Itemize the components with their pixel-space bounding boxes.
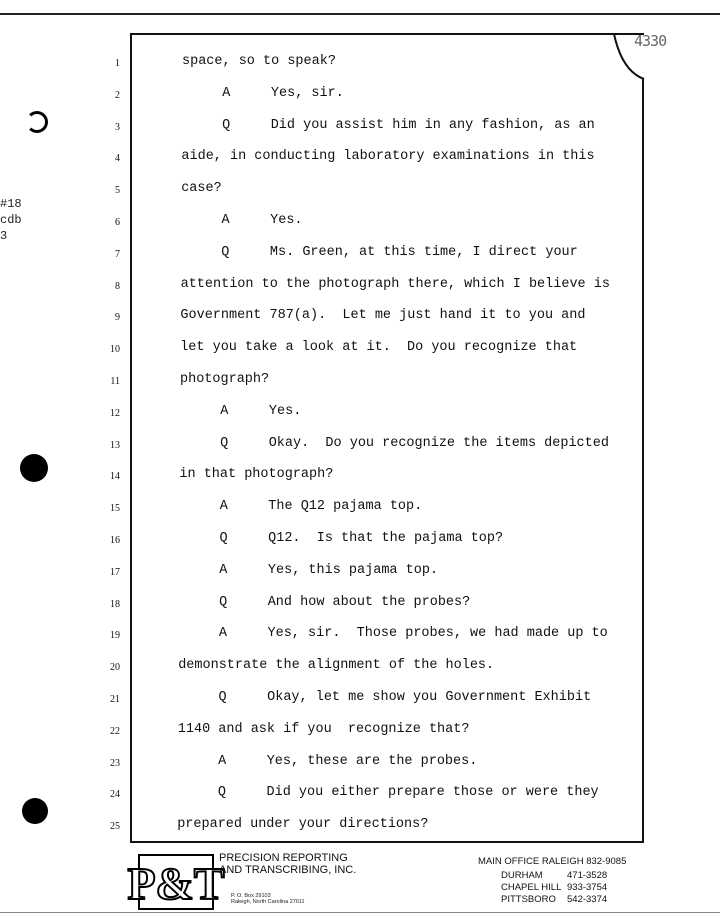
- transcript-line: [0, 306, 720, 330]
- line-text: Q Okay. Do you recognize the items depicted: [179, 435, 609, 451]
- margin-note-3: 3: [0, 229, 8, 243]
- line-number: 4: [115, 153, 120, 165]
- line-text: Q Ms. Green, at this time, I direct your: [180, 244, 578, 260]
- line-text: A The Q12 pajama top.: [179, 499, 423, 515]
- line-text: in that photograph?: [179, 467, 334, 483]
- line-number: 18: [110, 598, 120, 610]
- page-number: 4330: [634, 32, 667, 50]
- transcript-line: [0, 815, 720, 839]
- line-number: 19: [110, 630, 120, 642]
- address-line-1: P. O. Box 29103: [231, 893, 271, 899]
- office-row: [501, 882, 641, 893]
- transcript-line: [0, 338, 720, 362]
- line-text: attention to the photograph there, which I believe is: [180, 276, 610, 292]
- transcript-line: [0, 624, 720, 648]
- line-text: 1140 and ask if you recognize that?: [177, 721, 470, 737]
- line-number: 21: [110, 694, 120, 705]
- line-number: 12: [110, 407, 120, 419]
- line-number: 13: [110, 439, 120, 451]
- transcript-line: [0, 783, 720, 807]
- line-number: 7: [115, 248, 120, 260]
- line-number: 1: [115, 58, 120, 69]
- line-text: Q Did you assist him in any fashion, as an: [181, 117, 595, 133]
- transcript-line: [0, 561, 720, 585]
- logo-text: P&T: [127, 858, 225, 909]
- transcript-line: [0, 720, 720, 744]
- line-number: 5: [115, 185, 120, 197]
- line-text: A Yes.: [181, 213, 303, 228]
- office-phone: 471-3528: [567, 870, 608, 881]
- margin-note-1: #18: [0, 197, 22, 211]
- line-number: 24: [110, 789, 120, 801]
- office-city: CHAPEL HILL: [501, 882, 562, 893]
- line-text: A Yes, this pajama top.: [178, 562, 439, 578]
- transcript-line: [0, 434, 720, 458]
- line-text: A Yes, sir. Those probes, we had made up to: [178, 626, 608, 642]
- transcript-line: [0, 84, 720, 108]
- transcript-line: [0, 275, 720, 299]
- line-text: A Yes, these are the probes.: [177, 753, 478, 769]
- line-number: 9: [115, 312, 120, 324]
- line-number: 2: [115, 89, 120, 101]
- line-text: A Yes, sir.: [181, 85, 344, 101]
- line-number: 20: [110, 662, 120, 674]
- transcript-line: [0, 465, 720, 489]
- office-row: [501, 894, 641, 905]
- office-row: [501, 870, 641, 881]
- line-number: 11: [110, 376, 120, 387]
- line-text: aide, in conducting laboratory examinations in this: [181, 149, 595, 165]
- transcript-line: [0, 402, 720, 426]
- line-text: Q And how about the probes?: [178, 594, 471, 610]
- line-number: 22: [110, 725, 120, 737]
- bottom-rule: [0, 912, 720, 913]
- office-city: PITTSBORO: [501, 894, 556, 905]
- transcript-line: [0, 688, 720, 712]
- line-number: 6: [115, 217, 120, 228]
- line-text: photograph?: [180, 372, 270, 387]
- company-name: [219, 852, 356, 876]
- line-text: let you take a look at it. Do you recognize that: [180, 340, 578, 356]
- line-number: 16: [110, 535, 120, 546]
- line-text: prepared under your directions?: [177, 817, 429, 833]
- line-text: Government 787(a). Let me just hand it to you and: [180, 308, 586, 324]
- company-logo: [127, 853, 225, 911]
- transcript-line: [0, 243, 720, 267]
- transcript-line: [0, 211, 720, 235]
- transcript-line: [0, 370, 720, 394]
- line-number: 3: [115, 121, 120, 133]
- company-address: [231, 893, 305, 905]
- company-line-1: PRECISION REPORTING: [219, 852, 348, 864]
- line-text: case?: [181, 181, 222, 197]
- line-text: space, so to speak?: [182, 54, 336, 69]
- line-text: Q Did you either prepare those or were they: [177, 785, 599, 801]
- transcript-line: [0, 116, 720, 140]
- transcript-line: [0, 529, 720, 553]
- line-number: 10: [110, 344, 120, 356]
- line-text: A Yes.: [179, 403, 302, 419]
- top-rule: [0, 13, 720, 15]
- transcript-line: [0, 147, 720, 171]
- margin-note-2: cdb: [0, 213, 22, 227]
- line-text: demonstrate the alignment of the holes.: [178, 658, 495, 674]
- line-number: 14: [110, 471, 120, 483]
- line-number: 15: [110, 503, 120, 515]
- transcript-line: [0, 593, 720, 617]
- transcript-line: [0, 52, 720, 76]
- address-line-2: Raleigh, North Carolina 27611: [231, 899, 305, 905]
- line-number: 8: [115, 280, 120, 292]
- main-office: MAIN OFFICE RALEIGH 832-9085: [478, 856, 627, 867]
- line-text: Q Okay, let me show you Government Exhibit: [178, 690, 592, 705]
- transcript-line: [0, 497, 720, 521]
- company-line-2: AND TRANSCRIBING, INC.: [219, 864, 357, 876]
- transcript-line: [0, 179, 720, 203]
- line-text: Q Q12. Is that the pajama top?: [179, 531, 504, 546]
- office-city: DURHAM: [501, 870, 543, 881]
- line-number: 23: [110, 757, 120, 769]
- line-number: 25: [110, 821, 120, 833]
- transcript-line: [0, 656, 720, 680]
- line-number: 17: [110, 566, 120, 578]
- office-phone: 542-3374: [567, 894, 608, 905]
- transcript-line: [0, 752, 720, 776]
- office-phone: 933-3754: [567, 882, 608, 893]
